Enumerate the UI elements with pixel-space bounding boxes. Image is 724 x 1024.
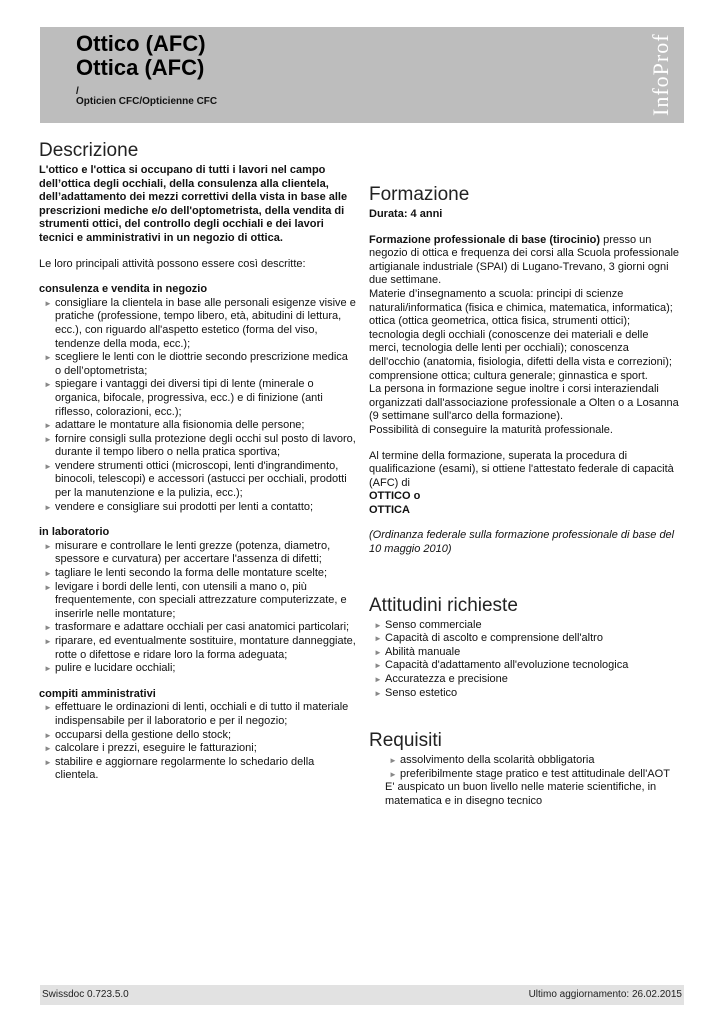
formazione-paragraph-materie: Materie d’insegnamento a scuola: principi di scienze naturali/informatica (fisica e chimica, matematica, informatica); ottica (ottica geometrica, ottica fisica, strumenti ottici); tecnologia degli occhiali (conoscenze dei materiali e delle merci, tecnologia delle lenti per occhiali); conoscenza dell'occhio (anatomia, fisiologia, difetti della vista e correzioni); comprensione ottica; cultura generale; ginnastica e sport. bbox=[369, 287, 673, 382]
title-male: Ottico (AFC) bbox=[76, 31, 206, 56]
header-banner bbox=[40, 27, 684, 123]
bullet-arrow-icon: ► bbox=[44, 664, 52, 674]
list-item: ► fornire consigli sulla protezione degli occhi sul posto di lavoro, durante il tempo libero o nella pratica sportiva; bbox=[44, 432, 356, 459]
bullet-arrow-icon: ► bbox=[44, 730, 52, 740]
formazione-heading: Formazione bbox=[369, 184, 470, 205]
descrizione-intro: L'ottico e l'ottica si occupano di tutti i lavori nel campo dell’ottica degli occhiali, della consulenza alla clientela, dell’adattamento dei mezzi correttivi della vista in base alle prescrizioni mediche e/o dell'optometrista, della vendita di strumenti ottici, del controllo degli occhiali e dei lavori tecnici e amministrativi in un negozio di ottica. bbox=[39, 164, 348, 244]
list-item: ► Accuratezza e precisione bbox=[374, 673, 508, 686]
list-item: ► scegliere le lenti con le diottrie secondo prescrizione medica o dell’optometrista; bbox=[44, 351, 348, 377]
formazione-title-male: OTTICO o bbox=[369, 490, 421, 503]
list-item: ► tagliare le lenti secondo la forma delle montature scelte; bbox=[44, 567, 328, 580]
requisiti-note: E' auspicato un buon livello nelle materie scientifiche, in matematica e in disegno tecnico bbox=[385, 781, 657, 807]
formazione-ordinance: (Ordinanza federale sulla formazione professionale di base del 10 maggio 2010) bbox=[369, 529, 675, 556]
bullet-arrow-icon: ► bbox=[44, 502, 52, 512]
formazione-paragraph-corsi: La persona in formazione segue inoltre i corsi interaziendali organizzati dall'associazione professionale a Olten o a Losanna (9 settimane sull'arco della formazione). bbox=[369, 383, 679, 423]
title-separator: / bbox=[76, 86, 79, 97]
list-item: ► Capacità di ascolto e comprensione dell'altro bbox=[374, 632, 603, 645]
list-item: ► Abilità manuale bbox=[374, 645, 461, 658]
bullet-arrow-icon: ► bbox=[374, 647, 382, 657]
formazione-title-female: OTTICA bbox=[369, 503, 410, 516]
formazione-paragraph-afc: Al termine della formazione, superata la procedura di qualificazione (esami), si ottiene l'attestato federale di capacità (AFC) di bbox=[369, 449, 674, 489]
list-item: ► trasformare e adattare occhiali per casi anatomici particolari; bbox=[44, 621, 350, 634]
descrizione-heading: Descrizione bbox=[39, 140, 139, 161]
list-item: ► assolvimento della scolarità obbligatoria bbox=[389, 754, 595, 767]
formazione-duration: Durata: 4 anni bbox=[369, 208, 443, 220]
group-title-amministrativi: compiti amministrativi bbox=[39, 687, 156, 700]
subtitle-french: Opticien CFC/Opticienne CFC bbox=[76, 96, 218, 107]
laboratorio-list bbox=[39, 540, 357, 676]
list-item: ► adattare le montature alla fisionomia delle persone; bbox=[44, 419, 305, 432]
bullet-arrow-icon: ► bbox=[44, 353, 52, 363]
list-item: ► Senso estetico bbox=[374, 686, 458, 699]
bullet-arrow-icon: ► bbox=[44, 703, 52, 713]
descrizione-lead: Le loro principali attività possono essere così descritte: bbox=[39, 257, 306, 270]
bullet-arrow-icon: ► bbox=[44, 623, 52, 633]
list-item: ► levigare i bordi delle lenti, con utensili a mano o, più frequentemente, con speciali attrezzature computerizzate, e inserirle nelle montature; bbox=[44, 580, 347, 620]
bullet-arrow-icon: ► bbox=[44, 380, 52, 390]
bullet-arrow-icon: ► bbox=[44, 569, 52, 579]
right-column bbox=[369, 184, 681, 809]
bullet-arrow-icon: ► bbox=[374, 661, 382, 671]
list-item: ► effettuare le ordinazioni di lenti, occhiali e di tutto il materiale indispensabile per il laboratorio e per il negozio; bbox=[44, 701, 349, 727]
bullet-arrow-icon: ► bbox=[44, 461, 52, 471]
list-item: ► Senso commerciale bbox=[374, 618, 482, 631]
amministrativi-list bbox=[39, 701, 357, 783]
last-updated: Ultimo aggiornamento: 26.02.2015 bbox=[528, 989, 682, 1000]
swissdoc-code: Swissdoc 0.723.5.0 bbox=[42, 989, 129, 1000]
requisiti-heading: Requisiti bbox=[369, 730, 442, 752]
bullet-arrow-icon: ► bbox=[44, 434, 52, 444]
infoprof-logo: InfoProf bbox=[648, 33, 673, 117]
list-item: ► pulire e lucidare occhiali; bbox=[44, 662, 176, 675]
list-item: ► consigliare la clientela in base alle personali esigenze visive e pratiche (professione, tempo libero, età, abitudini di lettura, ecc.), con riguardo all'aspetto estetico (forma del viso, tendenze della moda, ecc.); bbox=[44, 296, 356, 350]
group-title-negozio: consulenza e vendita in negozio bbox=[39, 283, 208, 296]
list-item: ► vendere strumenti ottici (microscopi, lenti d'ingrandimento, binocoli, telescopi) e accessori (astucci per occhiali, prodotti per la manutenzione e la pulizia, ecc.); bbox=[44, 459, 347, 500]
list-item: ► spiegare i vantaggi dei diversi tipi di lente (minerale o organica, bifocale, progressiva, ecc.) e di finizione (anti riflesso, colorazioni, ecc.); bbox=[44, 378, 323, 418]
footer-bar bbox=[40, 985, 684, 1005]
attitudini-heading: Attitudini richieste bbox=[369, 594, 518, 616]
bullet-arrow-icon: ► bbox=[374, 620, 382, 630]
bullet-arrow-icon: ► bbox=[374, 688, 382, 698]
attitudini-list bbox=[369, 619, 681, 701]
bullet-arrow-icon: ► bbox=[389, 769, 397, 779]
bullet-arrow-icon: ► bbox=[389, 756, 397, 766]
bullet-arrow-icon: ► bbox=[44, 744, 52, 754]
group-title-laboratorio: in laboratorio bbox=[39, 526, 110, 539]
title-female: Ottica (AFC) bbox=[76, 55, 205, 80]
list-item: ► occuparsi della gestione dello stock; bbox=[44, 728, 232, 741]
bullet-arrow-icon: ► bbox=[44, 637, 52, 646]
requisiti-list bbox=[369, 754, 681, 781]
bullet-arrow-icon: ► bbox=[44, 582, 52, 592]
bullet-arrow-icon: ► bbox=[374, 634, 382, 644]
bullet-arrow-icon: ► bbox=[374, 675, 382, 685]
bullet-arrow-icon: ► bbox=[44, 421, 52, 431]
bullet-arrow-icon: ► bbox=[44, 757, 52, 767]
list-item: ► misurare e controllare le lenti grezze (potenza, diametro, spessore e curvatura) per accertare l'assenza di difetti; bbox=[44, 539, 331, 566]
list-item: ► stabilire e aggiornare regolarmente lo schedario della clientela. bbox=[44, 755, 315, 782]
list-item: ► Capacità d'adattamento all'evoluzione tecnologica bbox=[374, 659, 629, 672]
formazione-paragraph-tirocinio: Formazione professionale di base (tirocinio) presso un negozio di ottica e frequenza dei corsi alla Scuola professionale artigianale industriale (SPAI) di Lugano-Trevano, 3 giorni ogni due settimane. bbox=[369, 233, 680, 287]
list-item: ► preferibilmente stage pratico e test attitudinale dell'AOT bbox=[389, 767, 670, 780]
bullet-arrow-icon: ► bbox=[44, 541, 52, 551]
list-item: ► calcolare i prezzi, eseguire le fatturazioni; bbox=[44, 742, 257, 755]
negozio-list bbox=[39, 297, 357, 515]
formazione-paragraph-maturita: Possibilità di conseguire la maturità professionale. bbox=[369, 423, 613, 436]
list-item: ► vendere e consigliare sui prodotti per lenti a contatto; bbox=[44, 500, 314, 513]
list-item: ► riparare, ed eventualmente sostituire, montature danneggiate, rotte o difettose e ridare loro la forma adeguata; bbox=[44, 635, 356, 661]
bullet-arrow-icon: ► bbox=[44, 298, 52, 308]
left-column bbox=[39, 140, 357, 783]
